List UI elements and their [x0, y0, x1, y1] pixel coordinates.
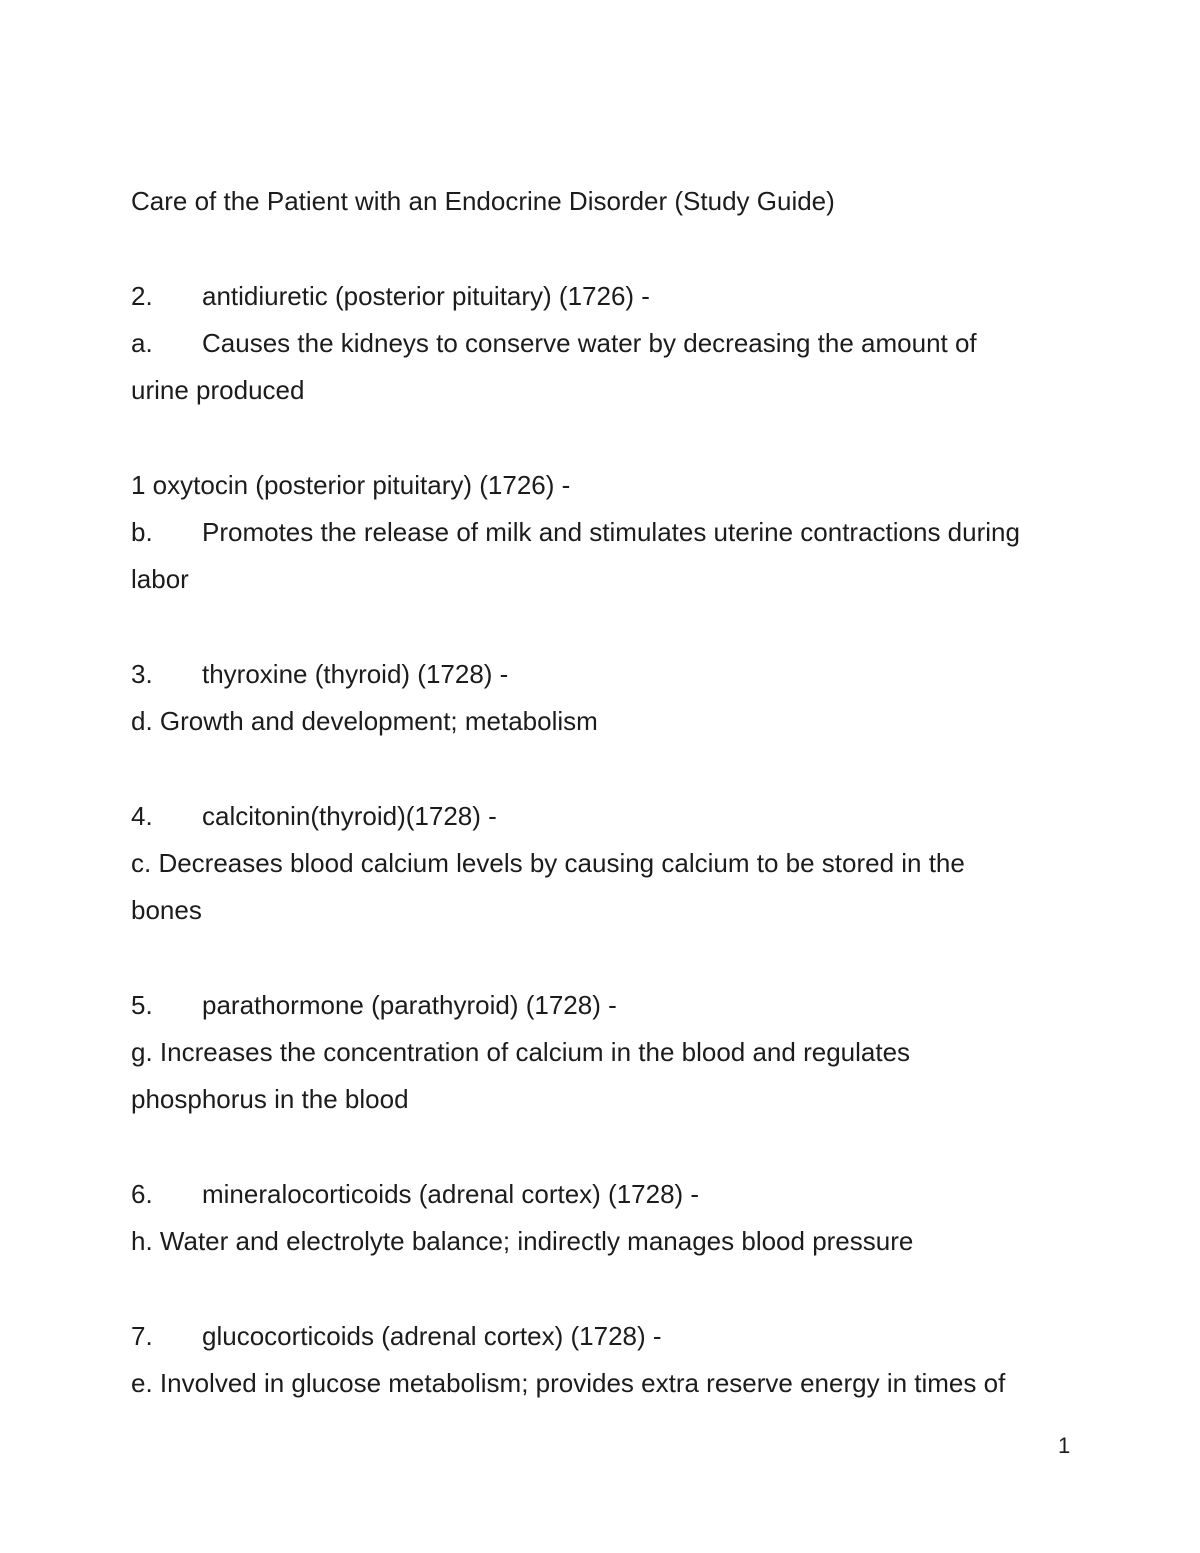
definition-text: h. Water and electrolyte balance; indirectly manages blood pressure — [131, 1226, 914, 1256]
definition-text: e. Involved in glucose metabolism; provides extra reserve energy in times of — [131, 1368, 1006, 1398]
entry-term: mineralocorticoids (adrenal cortex) (1728) - — [202, 1179, 700, 1209]
definition-letter: a. — [131, 328, 153, 358]
entry-number: 3. — [131, 659, 153, 689]
entry-heading: 1 oxytocin (posterior pituitary) (1726) - — [131, 470, 571, 500]
entry-term: calcitonin(thyroid)(1728) - — [202, 801, 497, 831]
entry-term: glucocorticoids (adrenal cortex) (1728) - — [202, 1321, 662, 1351]
entry-definition-line — [131, 328, 977, 358]
entry-term-line — [131, 1321, 662, 1351]
definition-text: c. Decreases blood calcium levels by causing calcium to be stored in the — [131, 848, 965, 878]
entry-term-line — [131, 801, 497, 831]
definition-text: g. Increases the concentration of calcium in the blood and regulates — [131, 1037, 911, 1067]
definition-text: Promotes the release of milk and stimulates uterine contractions during — [202, 517, 1020, 547]
entry-term-line — [131, 990, 617, 1020]
entry-term-line — [131, 281, 650, 311]
entry-term: parathormone (parathyroid) (1728) - — [202, 990, 617, 1020]
entry-term-line — [131, 1179, 699, 1209]
entry-number: 5. — [131, 990, 153, 1020]
definition-continuation: labor — [131, 564, 189, 594]
document-title: Care of the Patient with an Endocrine Disorder (Study Guide) — [131, 186, 835, 216]
entry-number: 6. — [131, 1179, 153, 1209]
entry-number: 7. — [131, 1321, 153, 1351]
entry-number: 2. — [131, 281, 153, 311]
definition-text: Causes the kidneys to conserve water by decreasing the amount of — [202, 328, 977, 358]
entry-term-line — [131, 659, 508, 689]
definition-letter: b. — [131, 517, 153, 547]
page-number: 1 — [1058, 1433, 1071, 1458]
definition-continuation: bones — [131, 895, 202, 925]
entry-number: 4. — [131, 801, 153, 831]
definition-continuation: urine produced — [131, 375, 305, 405]
entry-term: antidiuretic (posterior pituitary) (1726) - — [202, 281, 650, 311]
entry-definition-line — [131, 517, 1020, 547]
entry-term: thyroxine (thyroid) (1728) - — [202, 659, 509, 689]
definition-text: d. Growth and development; metabolism — [131, 706, 598, 736]
definition-continuation: phosphorus in the blood — [131, 1084, 409, 1114]
